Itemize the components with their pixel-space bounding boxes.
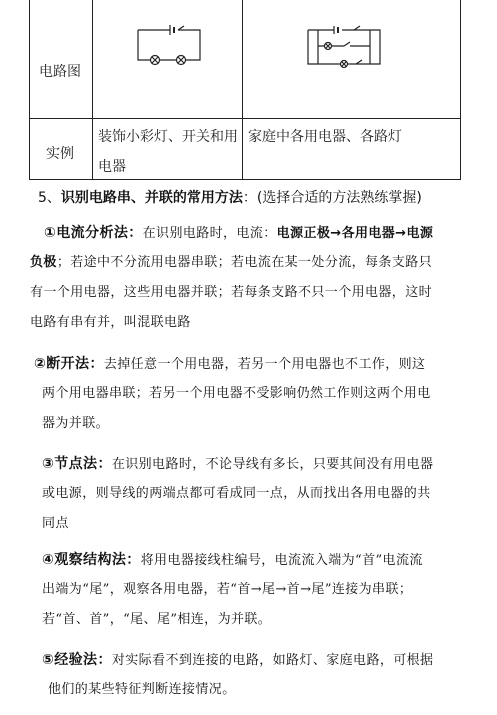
section-title [38, 187, 422, 207]
method-label: ⑤经验法： [42, 652, 112, 668]
comparison-table [29, 0, 461, 180]
method-label: ①电流分析法： [44, 225, 143, 241]
circuit-diagram-row-label: 电路图 [39, 64, 81, 80]
method-experience: ⑤经验法：对实际看不到连接的电路，如路灯、家庭电路，可根据 他们的某些特征判断连接情况。 [42, 652, 434, 697]
method-label: ③节点法： [42, 456, 112, 472]
section-title-note: ：(选择合适的方法熟练掌握) [242, 190, 422, 206]
method-label: ②断开法： [34, 356, 104, 372]
method-disconnect: ②断开法：去掉任意一个用电器，若另一个用电器也不工作，则这 两个用电器串联；若另一个用电器不受影响仍然工作则这两个用电 器为并联。 [34, 356, 431, 431]
series-circuit-diagram [134, 22, 204, 68]
section-number: 5、 [38, 190, 61, 206]
method-structure-observation: ④观察结构法：将用电器接线柱编号，电流流入端为“首”电流流 出端为“尾”，观察各用电器，若“首→尾→首→尾”连接为串联； 若“首、首”，“尾、尾”相连，为并联。 [42, 552, 423, 627]
method-node: ③节点法：在识别电路时，不论导线有多长，只要其间没有用电器 或电源，则导线的两端点都可看成同一点，从而找出各用电器的共 同点 [42, 456, 434, 531]
parallel-circuit-diagram [304, 24, 384, 70]
series-example-line2: 电器 [98, 159, 126, 175]
method-label: ④观察结构法： [42, 552, 141, 568]
section-title-bold: 识别电路串、并联的常用方法 [60, 190, 243, 206]
parallel-example: 家庭中各用电器、各路灯 [248, 129, 402, 145]
series-example-line1: 装饰小彩灯、开关和用 [98, 129, 238, 145]
method-current-analysis: ①电流分析法：在识别电路时，电流：电源正极→各用电器→电源 负极；若途中不分流用电器串联；若电流在某一处分流，每条支路只 有一个用电器，这些用电器并联；若每条支路不只一个用电器，这时 电路有串有并，叫混联电路 [30, 225, 434, 330]
example-row-label: 实例 [46, 146, 74, 162]
